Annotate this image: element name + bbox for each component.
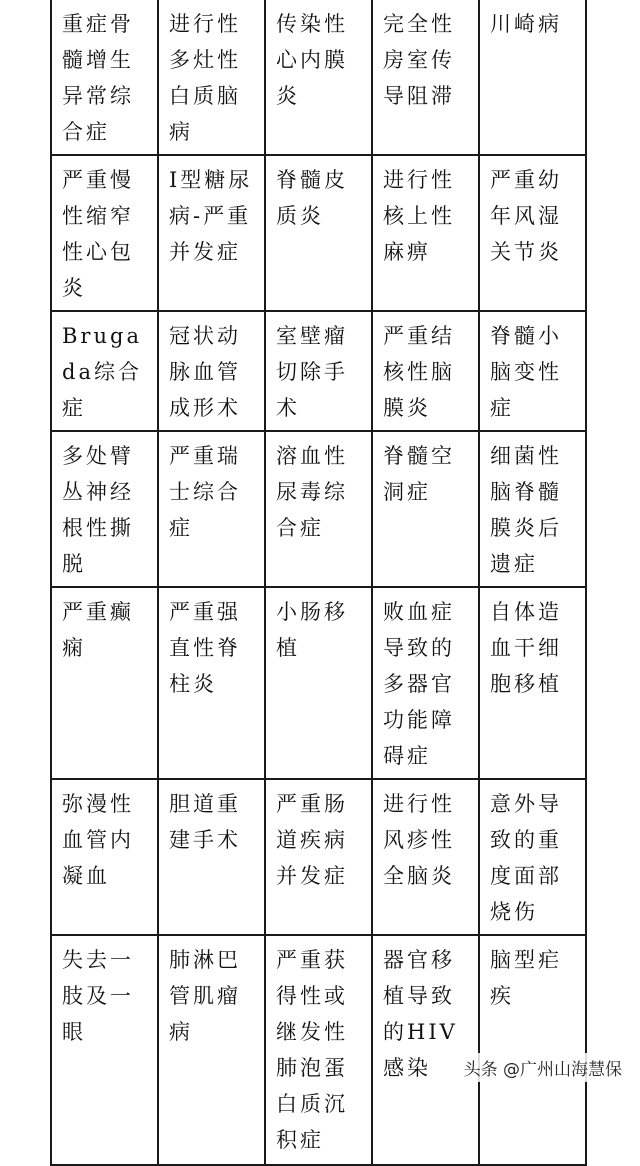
cell-text: 胆道重建手术	[169, 792, 241, 852]
table-cell	[479, 779, 586, 935]
table-cell	[479, 587, 586, 779]
cell-text: 脑型疟疾	[490, 948, 562, 1008]
table-cell	[265, 779, 372, 935]
table-cell	[372, 431, 479, 587]
table-cell	[51, 155, 158, 311]
cell-text: 严重幼年风湿关节炎	[490, 168, 562, 264]
table-cell	[158, 587, 265, 779]
table-cell	[479, 0, 586, 155]
cell-text: 多处臂丛神经根性撕脱	[62, 444, 134, 576]
source-watermark: 头条 @广州山海慧保	[458, 1053, 628, 1082]
cell-text: 严重强直性脊柱炎	[169, 600, 241, 696]
table-cell	[479, 311, 586, 431]
table-cell	[158, 155, 265, 311]
table-row	[51, 431, 586, 587]
table-cell	[265, 587, 372, 779]
cell-text: 脊髓空洞症	[383, 444, 455, 504]
cell-text: 川崎病	[490, 12, 562, 36]
cell-text: 完全性房室传导阻滞	[383, 12, 455, 108]
table-cell	[51, 587, 158, 779]
table-cell	[158, 935, 265, 1165]
table-cell	[51, 935, 158, 1165]
table-cell	[479, 431, 586, 587]
table-row	[51, 0, 586, 155]
cell-text: 意外导致的重度面部烧伤	[490, 792, 562, 924]
table-cell	[372, 155, 479, 311]
cell-text: Brugada综合症	[62, 324, 142, 420]
cell-text: 重症骨髓增生异常综合症	[62, 12, 134, 144]
table-cell	[158, 0, 265, 155]
table-cell	[51, 0, 158, 155]
table-row	[51, 779, 586, 935]
table-cell	[372, 587, 479, 779]
table-cell	[51, 311, 158, 431]
cell-text: 肺淋巴管肌瘤病	[169, 948, 241, 1044]
cell-text: 传染性心内膜炎	[276, 12, 348, 108]
cell-text: 脊髓皮质炎	[276, 168, 348, 228]
table-row	[51, 935, 586, 1165]
table-cell	[372, 935, 479, 1165]
cell-text: 严重结核性脑膜炎	[383, 324, 455, 420]
cell-text: 室壁瘤切除手术	[276, 324, 348, 420]
table-cell	[265, 431, 372, 587]
document-page	[50, 0, 585, 1166]
table-cell	[265, 935, 372, 1165]
cell-text: 小肠移植	[276, 600, 348, 660]
cell-text: 进行性多灶性白质脑病	[169, 12, 241, 144]
cell-text: 脊髓小脑变性症	[490, 324, 562, 420]
cell-text: 冠状动脉血管成形术	[169, 324, 241, 420]
cell-text: 溶血性尿毒综合症	[276, 444, 348, 540]
cell-text: 进行性核上性麻痹	[383, 168, 455, 264]
cell-text: 失去一肢及一眼	[62, 948, 134, 1044]
cell-text: 弥漫性血管内凝血	[62, 792, 134, 888]
cell-text: 严重肠道疾病并发症	[276, 792, 348, 888]
cell-text: 细菌性脑脊髓膜炎后遗症	[490, 444, 562, 576]
table-cell	[479, 155, 586, 311]
cell-text: 严重瑞士综合症	[169, 444, 241, 540]
table-row	[51, 311, 586, 431]
table-row	[51, 587, 586, 779]
disease-table	[50, 0, 587, 1166]
table-cell	[158, 431, 265, 587]
cell-text: 进行性风疹性全脑炎	[383, 792, 455, 888]
table-cell	[158, 311, 265, 431]
table-cell	[51, 779, 158, 935]
table-row	[51, 155, 586, 311]
cell-text: 自体造血干细胞移植	[490, 600, 562, 696]
cell-text: 器官移植导致的HIV感染	[383, 948, 458, 1080]
table-cell	[372, 0, 479, 155]
cell-text: I型糖尿病-严重并发症	[169, 168, 253, 264]
table-cell	[372, 779, 479, 935]
table-cell	[265, 0, 372, 155]
table-cell	[372, 311, 479, 431]
cell-text: 严重癫痫	[62, 600, 134, 660]
table-cell	[479, 935, 586, 1165]
table-cell	[51, 431, 158, 587]
cell-text: 严重获得性或继发性肺泡蛋白质沉积症	[276, 948, 348, 1152]
table-cell	[265, 155, 372, 311]
table-cell	[158, 779, 265, 935]
cell-text: 严重慢性缩窄性心包炎	[62, 168, 134, 300]
cell-text: 败血症导致的多器官功能障碍症	[383, 600, 455, 768]
table-cell	[265, 311, 372, 431]
